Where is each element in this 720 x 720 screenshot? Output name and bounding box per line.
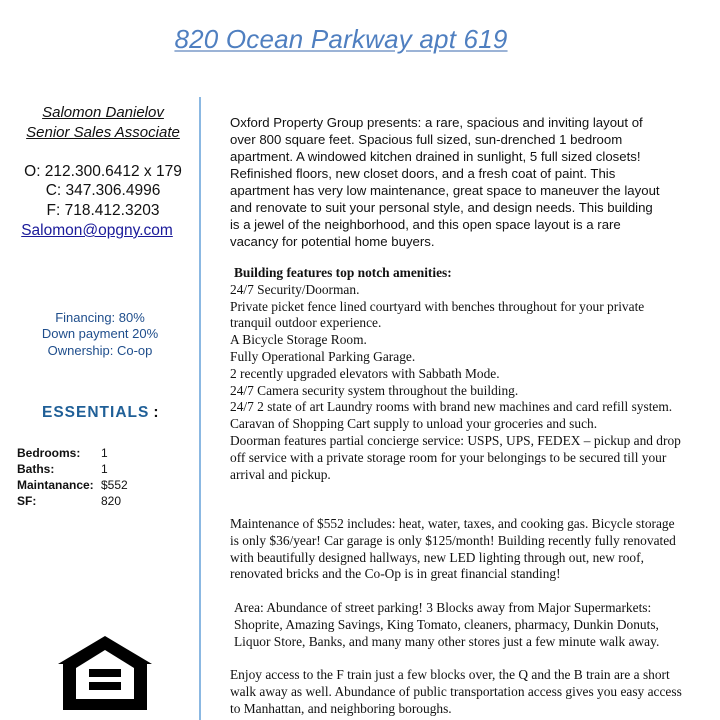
amenities-heading: Building features top notch amenities: <box>234 265 452 280</box>
essentials-value: 1 <box>101 446 108 460</box>
essentials-row-bedrooms <box>17 446 128 462</box>
equal-bar-bottom <box>89 682 121 690</box>
column-divider <box>199 97 201 720</box>
amenity-item: 24/7 Security/Doorman. <box>230 281 360 297</box>
amenity-item: Fully Operational Parking Garage. <box>230 348 416 364</box>
essentials-value: 820 <box>101 494 122 508</box>
financing-percent: Financing: 80% <box>55 310 145 325</box>
essentials-heading <box>42 404 160 422</box>
down-payment: Down payment 20% <box>41 326 159 341</box>
essentials-label: Baths: <box>17 462 55 476</box>
maintenance-paragraph: Maintenance of $552 includes: heat, water, taxes, and cooking gas. Bicycle storage is only $36/year! Car garage is only $125/month! Building recently fully renovated with beautifully designed hallways, new LED lighting through out, new roof, renovated bricks and the Co-Op is in great financial standing! <box>230 516 676 582</box>
amenity-item: 2 recently upgraded elevators with Sabbath Mode. <box>230 365 500 381</box>
essentials-label: Bedrooms: <box>17 446 81 460</box>
essentials-label: Maintanance: <box>17 478 94 492</box>
essentials-table <box>17 446 128 510</box>
amenity-item: Caravan of Shopping Cart supply to unload your groceries and such. <box>230 416 598 432</box>
agent-title: Senior Sales Associate <box>26 124 180 141</box>
equal-bar-top <box>89 669 121 677</box>
essentials-row-baths <box>17 462 128 478</box>
amenity-item: 24/7 2 state of art Laundry rooms with brand new machines and card refill system. <box>230 399 673 415</box>
amenity-item: A Bicycle Storage Room. <box>230 332 367 348</box>
fax-number: F: 718.412.3203 <box>46 202 160 219</box>
transit-paragraph: Enjoy access to the F train just a few blocks over, the Q and the B train are a short walk away as well. Abundance of public transportation access gives you easy access to Manhattan, and neighboring boroughs. <box>230 667 682 716</box>
amenity-item: 24/7 Camera security system throughout the building. <box>230 382 519 398</box>
ownership-type: Ownership: Co-op <box>47 343 153 358</box>
essentials-row-sf <box>17 494 128 510</box>
essentials-heading-text: ESSENTIALS <box>42 404 150 421</box>
area-paragraph: Area: Abundance of street parking! 3 Blocks away from Major Supermarkets: Shoprite, Amazing Savings, King Tomato, cleaners, pharmacy, Dunkin Donuts, Liquor Store, Banks, and many many other stores just a few minute walk away. <box>234 600 660 649</box>
intro-paragraph: Oxford Property Group presents: a rare, spacious and inviting layout of over 800 square feet. Spacious full sized, sun-drenched 1 bedroom apartment. A windowed kitchen drained in sunlight, 5 full sized closets! Refinished floors, new closet doors, and a fresh coat of paint. This apartment has very low maintenance, great space to maneuver the layout and renovate to suit your personal style, and design needs. This building is a jewel of the neighborhood, and this open space layout is a rare vacancy for potential home buyers. <box>230 115 660 249</box>
essentials-label: SF: <box>17 494 37 508</box>
essentials-colon: : <box>153 404 160 421</box>
amenity-item: Private picket fence lined courtyard with benches throughout for your private tranquil outdoor experience. <box>230 298 645 331</box>
agent-name: Salomon Danielov <box>42 104 164 121</box>
essentials-value: $552 <box>101 478 128 492</box>
listing-title: 820 Ocean Parkway apt 619 <box>174 24 508 54</box>
equal-housing-opportunity-icon <box>58 636 152 710</box>
essentials-row-maintenance <box>17 478 128 494</box>
cell-phone: C: 347.306.4996 <box>45 182 161 199</box>
amenity-item: Doorman features partial concierge service: USPS, UPS, FEDEX – pickup and drop off service with a private storage room for your belongings to be secured till your arrival and pickup. <box>230 432 681 482</box>
agent-email-link[interactable]: Salomon@opgny.com <box>21 222 173 239</box>
office-phone: O: 212.300.6412 x 179 <box>24 163 182 180</box>
amenities-section <box>230 265 685 483</box>
essentials-value: 1 <box>101 462 108 476</box>
